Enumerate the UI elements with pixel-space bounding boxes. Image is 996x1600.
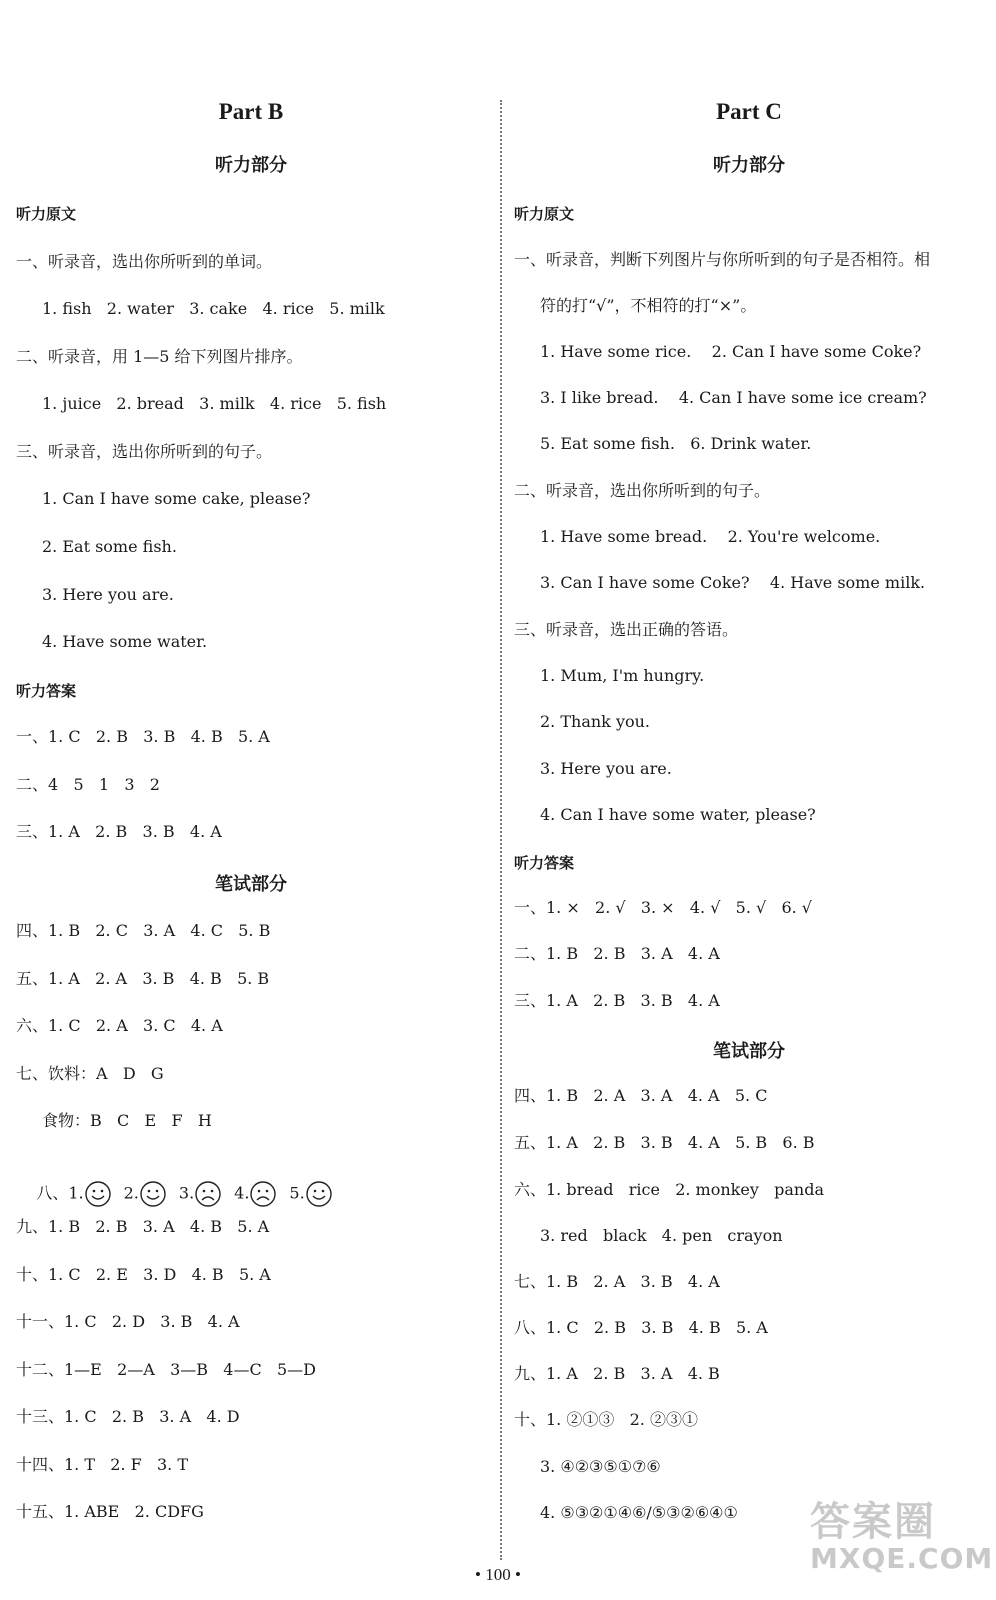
listening-section-heading: 听力部分 (713, 155, 785, 176)
answer-row: 3. ④②③⑤①⑦⑥ (540, 1457, 661, 1476)
answer-row: 三、1. A 2. B 3. B 4. A (514, 991, 720, 1010)
sentence-item: 4. Can I have some water, please? (540, 805, 816, 824)
sentence-item: 2. Thank you. (540, 712, 651, 731)
question-title: 三、听录音，选出你所听到的句子。 (16, 442, 273, 461)
question-title: 一、听录音，选出你所听到的单词。 (16, 252, 273, 271)
written-section-heading: 笔试部分 (713, 1041, 785, 1062)
watermark-en: MXQE.COM (810, 1542, 994, 1575)
watermark-logo (770, 1490, 994, 1590)
answer-row: 十、1. ②①③ 2. ②③① (514, 1410, 698, 1429)
answer-row: 十一、1. C 2. D 3. B 4. A (16, 1312, 240, 1331)
question-title: 一、听录音，判断下列图片与你所听到的句子是否相符。相 (514, 250, 931, 269)
answer-row: 四、1. B 2. C 3. A 4. C 5. B (16, 921, 271, 940)
smiley-face-icon (84, 1180, 112, 1208)
answer-row: 一、1. × 2. √ 3. × 4. √ 5. √ 6. √ (514, 898, 812, 917)
smiley-face-icon (305, 1180, 333, 1208)
answer-row: 二、1. B 2. B 3. A 4. A (514, 944, 720, 963)
answer-row: 七、1. B 2. A 3. B 4. A (514, 1272, 720, 1291)
face-label: 2. (123, 1183, 139, 1203)
answer-row: 五、1. A 2. B 3. B 4. A 5. B 6. B (514, 1133, 815, 1152)
answer-row: 六、1. C 2. A 3. C 4. A (16, 1016, 223, 1035)
answer-row: 六、1. bread rice 2. monkey panda (514, 1180, 824, 1199)
answer-row: 十、1. C 2. E 3. D 4. B 5. A (16, 1265, 271, 1284)
question-title: 三、听录音，选出正确的答语。 (514, 620, 739, 639)
face-label: 1. (68, 1183, 84, 1203)
face-label: 5. (289, 1183, 305, 1203)
answer-row: 八、1. C 2. B 3. B 4. B 5. A (514, 1318, 768, 1337)
sad-face-icon (194, 1180, 222, 1208)
sentence-item: 3. Here you are. (540, 759, 672, 778)
face-row-prefix: 八、 (36, 1183, 69, 1203)
sentence-item: 3. Here you are. (42, 585, 174, 604)
answer-row: 4. ⑤③②①④⑥/⑤③②⑥④① (540, 1503, 738, 1522)
question-title: 二、听录音，选出你所听到的句子。 (514, 481, 771, 500)
sentence-item: 3. Can I have some Coke? 4. Have some milk. (540, 573, 926, 592)
answer-row: 十四、1. T 2. F 3. T (16, 1455, 189, 1474)
answer-row: 十二、1—E 2—A 3—B 4—C 5—D (16, 1360, 316, 1379)
sentence-item: 3. I like bread. 4. Can I have some ice cream? (540, 388, 927, 407)
answer-row: 五、1. A 2. A 3. B 4. B 5. B (16, 969, 270, 988)
answers-label: 听力答案 (514, 854, 575, 872)
answer-row: 九、1. B 2. B 3. A 4. B 5. A (16, 1217, 270, 1236)
answer-row: 一、1. C 2. B 3. B 4. B 5. A (16, 727, 270, 746)
answer-row: 十三、1. C 2. B 3. A 4. D (16, 1407, 240, 1426)
sentence-item: 2. Eat some fish. (42, 537, 177, 556)
transcript-label: 听力原文 (16, 205, 77, 223)
answer-row: 九、1. A 2. B 3. A 4. B (514, 1364, 720, 1383)
watermark-cn: 答案圈 (810, 1499, 936, 1545)
written-section-heading: 笔试部分 (215, 874, 287, 895)
answer-row: 七、饮料：A D G (16, 1064, 164, 1083)
listening-section-heading: 听力部分 (215, 155, 287, 176)
sentence-item: 1. Have some bread. 2. You're welcome. (540, 527, 881, 546)
transcript-label: 听力原文 (514, 205, 575, 223)
page-number: • 100 • (475, 1565, 521, 1584)
answers-label: 听力答案 (16, 682, 77, 700)
column-divider (500, 100, 502, 1560)
answer-row: 四、1. B 2. A 3. A 4. A 5. C (514, 1086, 768, 1105)
question-title-cont: 符的打“√”，不相符的打“×”。 (540, 296, 757, 315)
part-c-title: Part C (716, 99, 782, 124)
answer-row: 三、1. A 2. B 3. B 4. A (16, 822, 222, 841)
sentence-item: 5. Eat some fish. 6. Drink water. (540, 434, 812, 453)
answer-row: 二、4 5 1 3 2 (16, 775, 160, 794)
sentence-item: 1. Can I have some cake, please? (42, 489, 311, 508)
answer-row: 食物：B C E F H (42, 1111, 212, 1130)
answer-row: 3. red black 4. pen crayon (540, 1226, 783, 1245)
face-label: 3. (178, 1183, 195, 1203)
sentence-item: 1. Mum, I'm hungry. (540, 666, 705, 685)
smiley-face-icon (139, 1180, 167, 1208)
face-label: 4. (234, 1183, 250, 1203)
question-title: 二、听录音，用 1—5 给下列图片排序。 (16, 347, 303, 366)
sentence-item: 1. Have some rice. 2. Can I have some Coke? (540, 342, 922, 361)
question-items: 1. juice 2. bread 3. milk 4. rice 5. fish (42, 394, 387, 413)
sad-face-icon (249, 1180, 277, 1208)
answer-row: 十五、1. ABE 2. CDFG (16, 1502, 204, 1521)
question-items: 1. fish 2. water 3. cake 4. rice 5. milk (42, 299, 385, 318)
part-b-title: Part B (218, 99, 284, 124)
sentence-item: 4. Have some water. (42, 632, 208, 651)
